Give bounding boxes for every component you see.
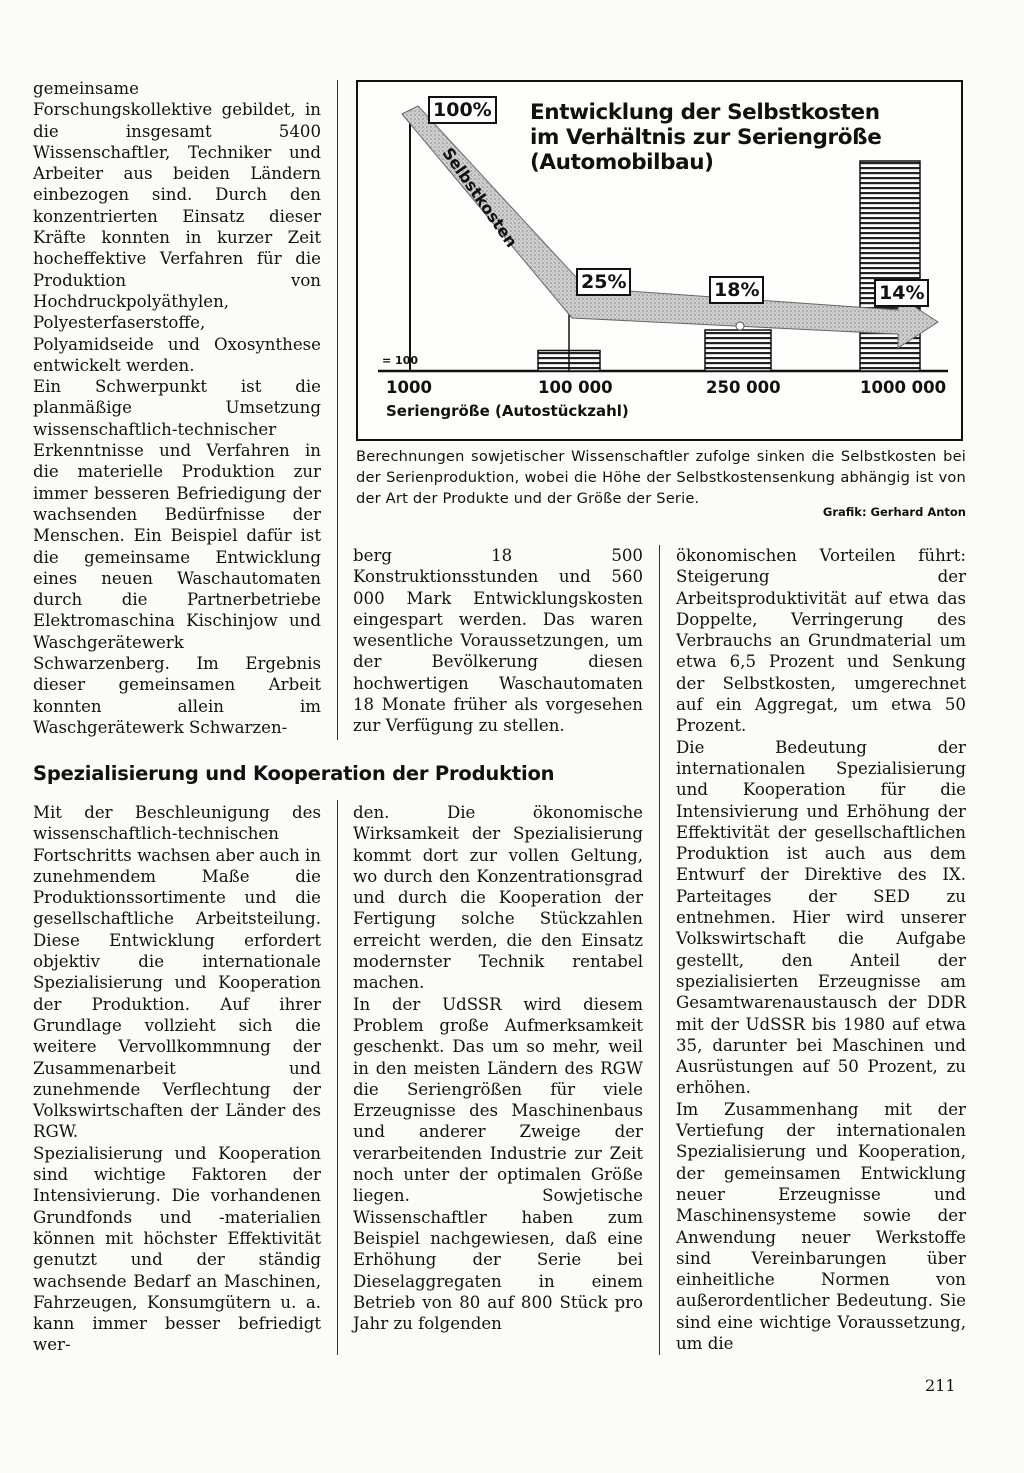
tick-label: 1000 000 [860, 378, 947, 397]
column-middle-bottom [353, 802, 643, 1334]
paragraph: berg 18 500 Konstruktionsstunden und 560 000 Mark Entwicklungskosten eingespart werden. Das waren wesentliche Voraussetzungen, um der Bevölkerung diesen hochwertigen Waschautomaten 18 Monate früher als vorgesehen zur Verfügung zu stellen. [353, 546, 643, 736]
paragraph: Im Zusammenhang mit der Vertiefung der internationalen Spezialisierung und Kooperation, der gemeinsamen Entwicklung neuer Erzeugnisse und Maschinensysteme sowie der Anwendung neuer Werkstoffe sind Vereinbarungen über einheitliche Normen von außerordentlicher Bedeutung. Sie sind eine wichtige Voraussetzung, um die [676, 1099, 966, 1353]
column-divider [337, 80, 338, 740]
section-heading: Spezialisierung und Kooperation der Produktion [33, 762, 555, 785]
figure-caption: Berechnungen sowjetischer Wissenschaftler zufolge sinken die Selbstkosten bei der Serienproduktion, wobei die Höhe der Selbstkostensenkung abhängig ist von der Art der Produkte und der Größe der Serie. [356, 448, 966, 507]
column-middle-top [353, 545, 643, 737]
page-number: 211 [925, 1376, 956, 1395]
column-divider [337, 800, 338, 1355]
paragraph: In der UdSSR wird diesem Problem große Aufmerksamkeit geschenkt. Das um so mehr, weil in den meisten Ländern des RGW die Seriengrößen für viele Erzeugnisse des Maschinenbaus und anderer Zweige der verarbeitenden Industrie zur Zeit noch unter der optimalen Größe liegen. Sowjetische Wissenschaftler haben zum Beispiel nachgewiesen, daß eine Erhöhung der Serie bei Dieselaggregaten in einem Betrieb von 80 auf 800 Stück pro Jahr zu folgenden [353, 994, 643, 1334]
chart-figure [356, 80, 963, 441]
chart-title-line: im Verhältnis zur Seriengröße [530, 125, 882, 150]
paragraph: Mit der Beschleunigung des wissenschaftlich-technischen Fortschritts wachsen aber auch in zunehmendem Maße die Produktionssortimente und die gesellschaftliche Arbeitsteilung. Diese Entwicklung erfordert objektiv die internationale Spezialisierung und Kooperation der Produktion. Auf ihrer Grundlage vollzieht sich die weitere Vervollkommnung der Zusammenarbeit und zunehmende Verflechtung der Volkswirtschaften der Länder des RGW. [33, 803, 321, 1142]
percent-label-0: 100% [428, 96, 497, 124]
chart-title [530, 100, 882, 175]
percent-label-2: 18% [709, 276, 764, 304]
column-right [676, 545, 966, 1354]
percent-label-1: 25% [576, 268, 631, 296]
column-left-bottom [33, 802, 321, 1356]
figure-credit: Grafik: Gerhard Anton [822, 505, 966, 519]
chart-title-line: (Automobilbau) [530, 150, 714, 175]
percent-label-3: 14% [874, 279, 929, 307]
bar-2 [705, 330, 771, 371]
paragraph: Ein Schwerpunkt ist die planmäßige Umsetzung wissenschaftlich-technischer Erkenntnisse und Verfahren in die materielle Produktion zur immer besseren Befriedigung der wachsenden Bedürfnisse der Menschen. Ein Beispiel dafür ist die gemeinsame Entwicklung eines neuen Waschautomaten durch die Partnerbetriebe Elektromaschina Kischinjow und Waschgerätewerk Schwarzenberg. Im Ergebnis dieser gemeinsamen Arbeit konnten allein im Waschgerätewerk Schwarzen- [33, 377, 321, 737]
column-divider [659, 545, 660, 1355]
curve-marker [736, 322, 744, 330]
paragraph: den. Die ökonomische Wirksamkeit der Spezialisierung kommt dort zur vollen Geltung, wo durch den Konzentrationsgrad und durch die Kooperation der Fertigung solche Stückzahlen erreicht werden, die den Einsatz modernster Technik rentabel machen. [353, 803, 643, 993]
paragraph: Spezialisierung und Kooperation sind wichtige Faktoren der Intensivierung. Die vorhandenen Grundfonds und -materialien können mit höchster Effektivität genutzt und der ständig wachsende Bedarf an Maschinen, Fahrzeugen, Konsumgütern u. a. kann immer besser befriedigt wer- [33, 1143, 321, 1355]
baseline-label: = 100 [382, 354, 419, 367]
tick-label: 250 000 [706, 378, 781, 397]
tick-label: 100 000 [538, 378, 613, 397]
curve-label: Selbstkosten [438, 144, 522, 251]
tick-label: 1000 [386, 378, 432, 397]
paragraph: Die Bedeutung der internationalen Spezialisierung und Kooperation für die Intensivierung und Erhöhung der Effektivität der gesellschaftlichen Produktion ist auch aus dem Entwurf der Direktive des IX. Parteitages der SED zu entnehmen. Hier wird unserer Volkswirtschaft die Aufgabe gestellt, den Anteil der spezialisierten Erzeugnisse am Gesamtwarenaustausch der DDR mit der UdSSR bis 1980 auf etwa 35, darunter bei Maschinen und Ausrüstungen auf 50 Prozent, zu erhöhen. [676, 737, 966, 1098]
paragraph: ökonomischen Vorteilen führt: Steigerung der Arbeitsproduktivität auf etwa das Doppelte, Verringerung des Verbrauchs an Grundmaterial um etwa 6,5 Prozent und Senkung der Selbstkosten, umgerechnet auf ein Aggregat, um etwa 50 Prozent. [676, 546, 966, 736]
column-left-top [33, 78, 321, 738]
x-axis-label: Seriengröße (Autostückzahl) [386, 402, 629, 420]
paragraph: gemeinsame Forschungskollektive gebildet, in die insgesamt 5400 Wissenschaftler, Techniker und Arbeiter aus beiden Ländern einbezogen sind. Durch den konzentrierten Einsatz dieser Kräfte konnten in kurzer Zeit hocheffektive Verfahren für die Produktion von Hochdruckpolyäthylen, Polyesterfaserstoffe, Polyamidseide und Oxosynthese entwickelt werden. [33, 79, 321, 375]
chart-title-line: Entwicklung der Selbstkosten [530, 100, 880, 125]
